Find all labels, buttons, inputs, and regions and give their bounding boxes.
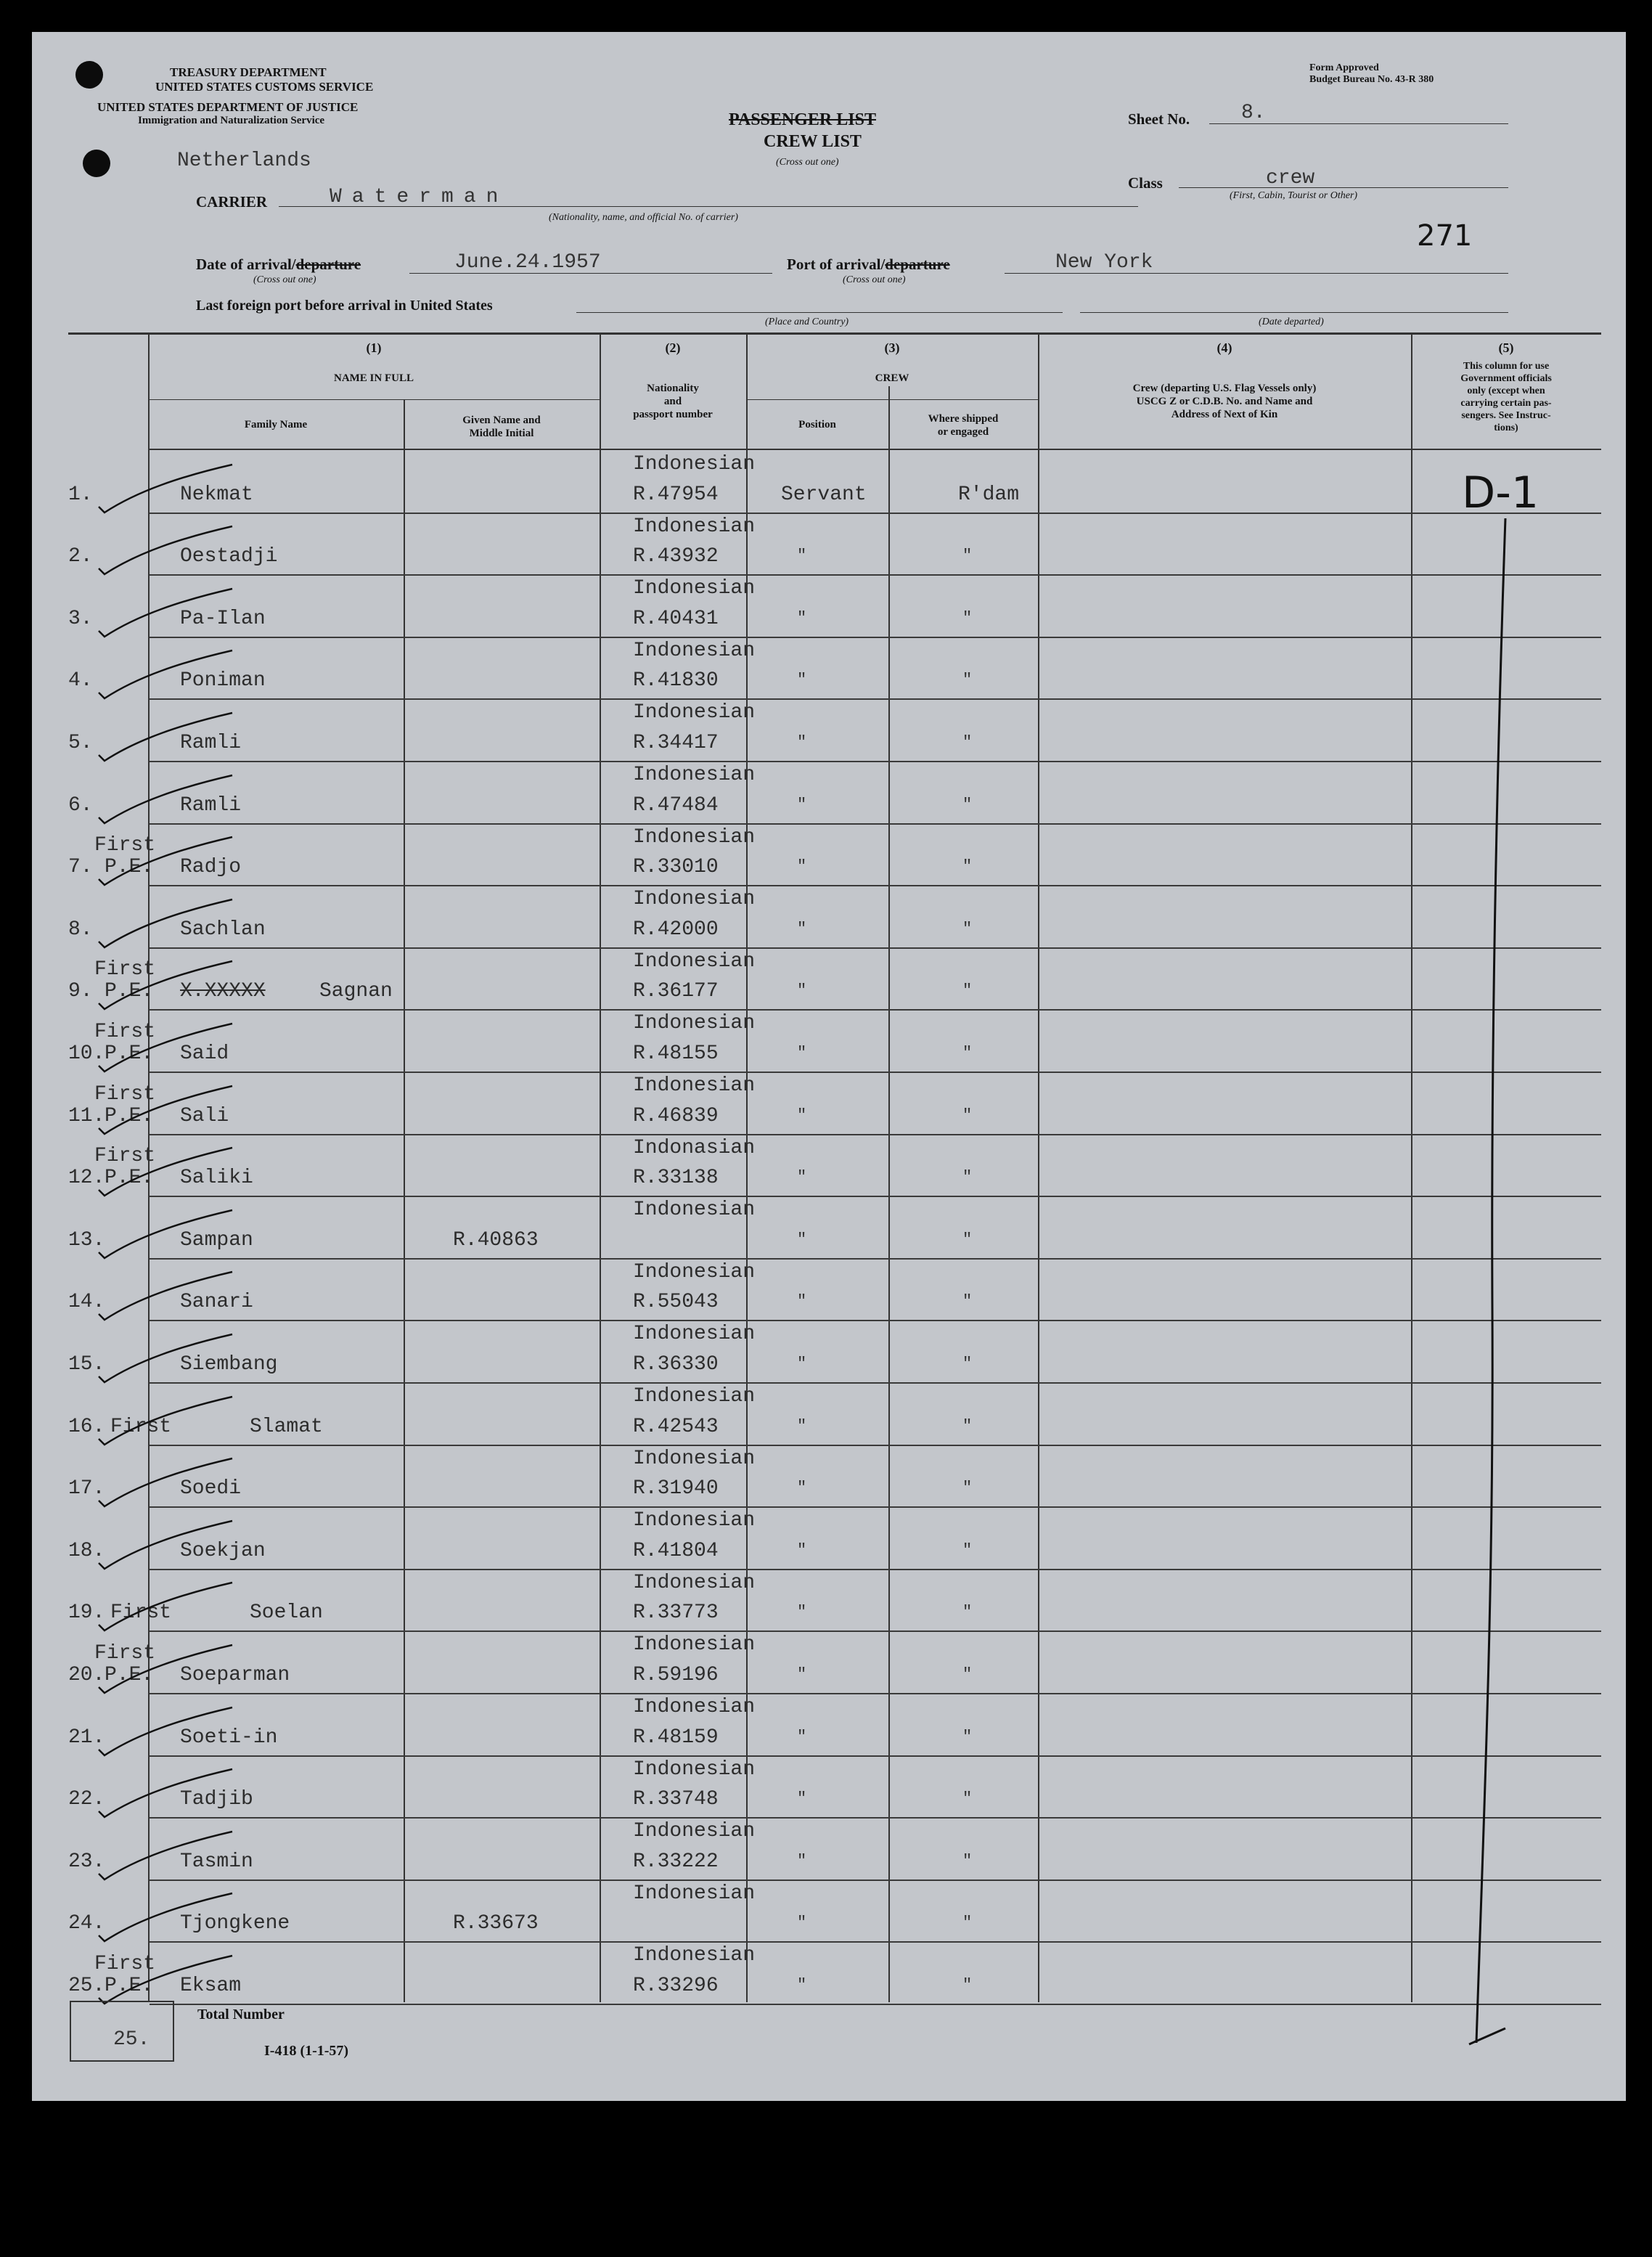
punch-hole-bottom: [83, 150, 110, 177]
row-number: 16.: [68, 1415, 105, 1438]
where-shipped: ": [962, 1603, 973, 1622]
row-number: 4.: [68, 669, 93, 693]
crew-position: ": [797, 1168, 807, 1187]
passport-number: R.42543: [633, 1415, 719, 1438]
row-number: 25.: [68, 1975, 105, 1997]
crew-position: ": [797, 608, 807, 627]
where-shipped: ": [962, 1665, 973, 1683]
nationality: Indonesian: [633, 1882, 756, 1905]
passenger-list-title-crossed: PASSENGER LIST: [729, 110, 876, 129]
form-code: I-418 (1-1-57): [264, 2043, 349, 2059]
row-number: 12.: [68, 1167, 105, 1190]
date-cross-note: (Cross out one): [253, 274, 316, 285]
passport-number: R.48155: [633, 1042, 719, 1065]
passport-number: R.33296: [633, 1975, 719, 1997]
check-mark: [94, 1642, 240, 1707]
row-prefix-above: First: [94, 1953, 156, 1975]
crew-position: ": [797, 1727, 807, 1746]
nationality: Indonesian: [633, 950, 756, 973]
given-name: R.40863: [453, 1228, 539, 1252]
family-name: Soedi: [180, 1477, 242, 1501]
passport-number: R.41804: [633, 1539, 719, 1562]
row-divider: [150, 1693, 1601, 1694]
nationality: Indonesian: [633, 1509, 756, 1532]
check-mark: [94, 1394, 240, 1459]
where-shipped: ": [962, 1355, 973, 1373]
nationality: Indonesian: [633, 515, 756, 538]
agency-line-4: Immigration and Naturalization Service: [138, 115, 325, 126]
class-value: crew: [1266, 167, 1315, 189]
where-shipped: ": [962, 919, 973, 938]
row-number: 24.: [68, 1912, 105, 1935]
passport-number: R.33773: [633, 1601, 719, 1625]
nationality: Indonesian: [633, 577, 756, 600]
family-name: Said: [180, 1042, 229, 1065]
form-approved: Form Approved: [1309, 62, 1379, 73]
carrier-label: CARRIER: [196, 193, 268, 211]
row-divider: [150, 513, 1601, 514]
nationality: Indonesian: [633, 1571, 756, 1594]
passport-number: R.41830: [633, 669, 719, 693]
row-divider: [150, 1506, 1601, 1508]
row-divider: [150, 637, 1601, 638]
crew-position: ": [797, 1603, 807, 1622]
row-prefix-above: First: [94, 1082, 156, 1106]
row-divider: [150, 1258, 1601, 1260]
passport-number: R.48159: [633, 1726, 719, 1749]
passport-number: R.55043: [633, 1291, 719, 1314]
where-shipped: ": [962, 671, 973, 690]
crew-position: ": [797, 1292, 807, 1311]
date-of-arrival-value: June.24.1957: [454, 251, 601, 274]
nationality: Indonesian: [633, 825, 756, 849]
check-mark: [94, 523, 240, 589]
nationality: Indonesian: [633, 1944, 756, 1967]
check-mark: [94, 772, 240, 838]
crew-position: ": [797, 1355, 807, 1373]
col-officials: This column for use Government officials only (except when carrying certain pas- sengers. See Instruc- tions): [1460, 361, 1552, 433]
check-mark: [94, 834, 240, 899]
where-shipped: ": [962, 1292, 973, 1311]
where-shipped: ": [962, 608, 973, 627]
cross-out-note: (Cross out one): [776, 157, 839, 168]
col-position: Position: [798, 419, 836, 430]
crew-position: ": [797, 1851, 807, 1870]
row-number: 18.: [68, 1539, 105, 1562]
passport-number: R.47954: [633, 483, 719, 506]
row-divider: [150, 1941, 1601, 1943]
col1-title: NAME IN FULL: [333, 372, 414, 384]
crew-position: ": [797, 919, 807, 938]
where-shipped: ": [962, 1168, 973, 1187]
row-prefix: First: [110, 1415, 172, 1438]
family-name: Sanari: [180, 1291, 253, 1314]
check-mark: [94, 1518, 240, 1583]
passport-number: R.43932: [633, 545, 719, 568]
crew-position: ": [797, 1976, 807, 1994]
nationality: Indonesian: [633, 453, 756, 476]
col4-number: (4): [1216, 340, 1232, 355]
row-divider: [150, 1320, 1601, 1321]
nationality: Indonesian: [633, 701, 756, 725]
row-prefix: P.E.: [105, 1664, 154, 1686]
row-number: 14.: [68, 1291, 105, 1314]
crew-position: ": [797, 1665, 807, 1683]
row-number: 20.: [68, 1664, 105, 1686]
passport-number: R.42000: [633, 918, 719, 941]
sheet-no-label: Sheet No.: [1128, 110, 1190, 128]
family-name: Ramli: [180, 793, 242, 817]
where-shipped: ": [962, 795, 973, 814]
family-name: Tadjib: [180, 1788, 253, 1811]
crew-position: ": [797, 981, 807, 1000]
crew-position: ": [797, 1106, 807, 1125]
date-of-arrival-label: Date of arrival/departure: [196, 256, 361, 273]
row-divider: [150, 1817, 1601, 1819]
row-number: 15.: [68, 1353, 105, 1376]
row-divider: [150, 947, 1601, 949]
nationality: Indonesian: [633, 1074, 756, 1097]
carrier-note: (Nationality, name, and official No. of carrier): [549, 212, 738, 223]
crew-position: ": [797, 733, 807, 751]
nationality: Indonesian: [633, 1447, 756, 1470]
row-number: 6.: [68, 793, 93, 817]
row-prefix: P.E.: [105, 1104, 154, 1127]
passport-number: R.59196: [633, 1664, 719, 1686]
agency-line-1: TREASURY DEPARTMENT: [170, 65, 327, 79]
given-name: R.33673: [453, 1912, 539, 1935]
crew-position: ": [797, 1479, 807, 1498]
passport-number: R.33138: [633, 1167, 719, 1190]
page-number-271: 271: [1417, 219, 1473, 253]
check-mark: [94, 1705, 240, 1770]
carrier-value: Waterman: [330, 186, 509, 208]
agency-line-3: UNITED STATES DEPARTMENT OF JUSTICE: [97, 100, 359, 114]
row-prefix: P.E.: [105, 856, 154, 879]
row-prefix: P.E.: [105, 980, 154, 1003]
passport-number: R.46839: [633, 1104, 719, 1127]
row-prefix-above: First: [94, 1021, 156, 1043]
where-shipped: ": [962, 547, 973, 566]
family-name: Tasmin: [180, 1850, 253, 1873]
nationality: Indonesian: [633, 639, 756, 662]
row-number: 23.: [68, 1850, 105, 1873]
where-shipped: ": [962, 1851, 973, 1870]
port-of-arrival-label: Port of arrival/departure: [787, 256, 950, 273]
passport-number: R.31940: [633, 1477, 719, 1501]
col-where-shipped: Where shipped or engaged: [928, 413, 999, 438]
family-name: Sampan: [180, 1228, 253, 1252]
where-shipped: ": [962, 1044, 973, 1062]
family-name: Eksam: [180, 1975, 242, 1997]
check-mark: [94, 1890, 240, 1956]
nationality: Indonesian: [633, 1385, 756, 1408]
row-number: 9.: [68, 980, 93, 1003]
row-divider: [150, 1134, 1601, 1135]
crew-position: ": [797, 1230, 807, 1249]
family-name: Soelan: [250, 1601, 323, 1625]
family-name: X.XXXXX: [180, 980, 266, 1003]
row-number: 1.: [68, 483, 93, 506]
family-name: Sali: [180, 1104, 229, 1127]
port-of-arrival-value: New York: [1055, 251, 1153, 274]
budget-bureau: Budget Bureau No. 43-R 380: [1309, 74, 1434, 85]
sheet-no-value: 8.: [1241, 102, 1266, 124]
check-mark: [94, 648, 240, 713]
row-divider: [150, 574, 1601, 576]
check-mark: [94, 1580, 240, 1645]
family-name: Slamat: [250, 1415, 323, 1438]
where-shipped: ": [962, 1727, 973, 1746]
check-mark: [94, 958, 240, 1024]
row-divider: [150, 885, 1601, 886]
family-name: Soeti-in: [180, 1726, 278, 1749]
row-number: 17.: [68, 1477, 105, 1501]
row-prefix-above: First: [94, 958, 156, 981]
check-mark: [94, 1269, 240, 1334]
row-number: 22.: [68, 1788, 105, 1811]
row-prefix: P.E.: [105, 1167, 154, 1190]
agency-line-2: UNITED STATES CUSTOMS SERVICE: [155, 80, 374, 94]
where-shipped: ": [962, 1106, 973, 1125]
crew-position: ": [797, 1044, 807, 1062]
passport-number: R.36330: [633, 1353, 719, 1376]
row-number: 19.: [68, 1601, 105, 1625]
row-divider: [150, 1382, 1601, 1384]
col-crew: CREW: [875, 372, 909, 384]
col-next-of-kin: Crew (departing U.S. Flag Vessels only) USCG Z or C.D.B. No. and Name and Address of Next of Kin: [1132, 383, 1317, 420]
check-mark: [94, 586, 240, 651]
crew-position: ": [797, 547, 807, 566]
row-divider: [150, 823, 1601, 825]
where-shipped: R'dam: [958, 483, 1020, 506]
nationality: Indonesian: [633, 1012, 756, 1035]
total-value: 25.: [113, 2028, 150, 2051]
where-shipped: ": [962, 981, 973, 1000]
row-divider: [150, 2004, 1601, 2005]
date-departed-note: (Date departed): [1259, 317, 1324, 327]
passport-number: R.33010: [633, 856, 719, 879]
family-name: Pa-Ilan: [180, 607, 266, 630]
family-name: Saliki: [180, 1167, 253, 1190]
where-shipped: ": [962, 733, 973, 751]
nationality: Indonesian: [633, 1323, 756, 1346]
crew-position: ": [797, 1416, 807, 1435]
nationality: Indonesian: [633, 888, 756, 911]
check-mark: [94, 462, 240, 527]
col5-number: (5): [1498, 340, 1514, 355]
row-number: 11.: [68, 1104, 105, 1127]
row-divider: [150, 1009, 1601, 1011]
nationality: Indonesian: [633, 1820, 756, 1843]
row-divider: [150, 1072, 1601, 1073]
family-name: Siembang: [180, 1353, 278, 1376]
where-shipped: ": [962, 1540, 973, 1559]
where-shipped: ": [962, 1230, 973, 1249]
check-mark: [94, 1083, 240, 1148]
handwritten-d1: D-1: [1462, 468, 1539, 518]
nationality: Indonesian: [633, 764, 756, 786]
crew-position: ": [797, 857, 807, 876]
nationality: Indonesian: [633, 1260, 756, 1283]
check-mark: [94, 1145, 240, 1210]
passport-number: R.40431: [633, 607, 719, 630]
family-name: Tjongkene: [180, 1912, 290, 1935]
row-prefix-above: First: [94, 834, 156, 857]
check-mark: [94, 710, 240, 775]
col2-number: (2): [665, 340, 681, 355]
nationality: Indonesian: [633, 1758, 756, 1781]
crew-position: ": [797, 1540, 807, 1559]
col-family-name: Family Name: [244, 419, 308, 430]
row-divider: [150, 698, 1601, 700]
row-divider: [150, 1445, 1601, 1446]
crew-position: ": [797, 1789, 807, 1808]
total-label: Total Number: [197, 2007, 285, 2023]
passport-number: R.34417: [633, 732, 719, 754]
col-nationality: Nationality and passport number: [633, 383, 713, 420]
passport-number: R.47484: [633, 793, 719, 817]
class-label: Class: [1128, 174, 1163, 192]
place-country-note: (Place and Country): [765, 317, 849, 327]
where-shipped: ": [962, 1789, 973, 1808]
port-cross-note: (Cross out one): [843, 274, 906, 285]
family-name: Ramli: [180, 732, 242, 754]
row-prefix: P.E.: [105, 1975, 154, 1997]
family-name: Radjo: [180, 856, 242, 879]
handwritten-bracket-line: [1447, 511, 1534, 2050]
check-mark: [94, 1207, 240, 1273]
check-mark: [94, 1766, 240, 1832]
row-number: 10.: [68, 1042, 105, 1065]
last-foreign-port-label: Last foreign port before arrival in United States: [196, 298, 493, 314]
carrier-nationality: Netherlands: [177, 150, 311, 172]
row-prefix-above: First: [94, 1145, 156, 1168]
row-prefix: P.E.: [105, 1042, 154, 1065]
nationality: Indonesian: [633, 1633, 756, 1657]
where-shipped: ": [962, 1976, 973, 1994]
passport-number: R.33748: [633, 1788, 719, 1811]
row-divider: [150, 1196, 1601, 1197]
nationality: Indonesian: [633, 1199, 756, 1222]
col1-number: (1): [366, 340, 382, 355]
where-shipped: ": [962, 1416, 973, 1435]
row-number: 21.: [68, 1726, 105, 1749]
crew-list-title: CREW LIST: [764, 132, 862, 151]
row-divider: [150, 761, 1601, 762]
crew-position: ": [797, 671, 807, 690]
family-name: Soekjan: [180, 1539, 266, 1562]
row-divider: [150, 1880, 1601, 1881]
check-mark: [94, 1456, 240, 1521]
row-prefix-above: First: [94, 1642, 156, 1665]
crew-position: ": [797, 1914, 807, 1932]
where-shipped: ": [962, 1479, 973, 1498]
row-number: 3.: [68, 607, 93, 630]
col3-number: (3): [884, 340, 900, 355]
check-mark: [94, 1331, 240, 1397]
crew-position: ": [797, 795, 807, 814]
family-name: Sachlan: [180, 918, 266, 941]
nationality: Indonasian: [633, 1136, 756, 1159]
check-mark: [94, 897, 240, 962]
nationality: Indonesian: [633, 1696, 756, 1718]
where-shipped: ": [962, 1914, 973, 1932]
row-divider: [150, 1755, 1601, 1757]
check-mark: [94, 1021, 240, 1086]
row-prefix: First: [110, 1601, 172, 1625]
family-name: Soeparman: [180, 1664, 290, 1686]
row-divider: [150, 1569, 1601, 1570]
col-given-name: Given Name and Middle Initial: [462, 415, 541, 439]
punch-hole-top: [75, 61, 103, 89]
passport-number: R.36177: [633, 980, 719, 1003]
family-name: Poniman: [180, 669, 266, 693]
given-name: Sagnan: [319, 980, 393, 1003]
where-shipped: ": [962, 857, 973, 876]
class-note: (First, Cabin, Tourist or Other): [1230, 190, 1358, 201]
crew-list-sheet: [32, 32, 1626, 2101]
row-number: 2.: [68, 545, 93, 568]
crew-position: Servant: [781, 483, 867, 506]
passport-number: R.33222: [633, 1850, 719, 1873]
family-name: Oestadji: [180, 545, 278, 568]
row-number: 7.: [68, 856, 93, 879]
row-number: 5.: [68, 732, 93, 754]
check-mark: [94, 1829, 240, 1894]
row-number: 8.: [68, 918, 93, 941]
row-number: 13.: [68, 1228, 105, 1252]
family-name: Nekmat: [180, 483, 253, 506]
row-divider: [150, 1630, 1601, 1632]
